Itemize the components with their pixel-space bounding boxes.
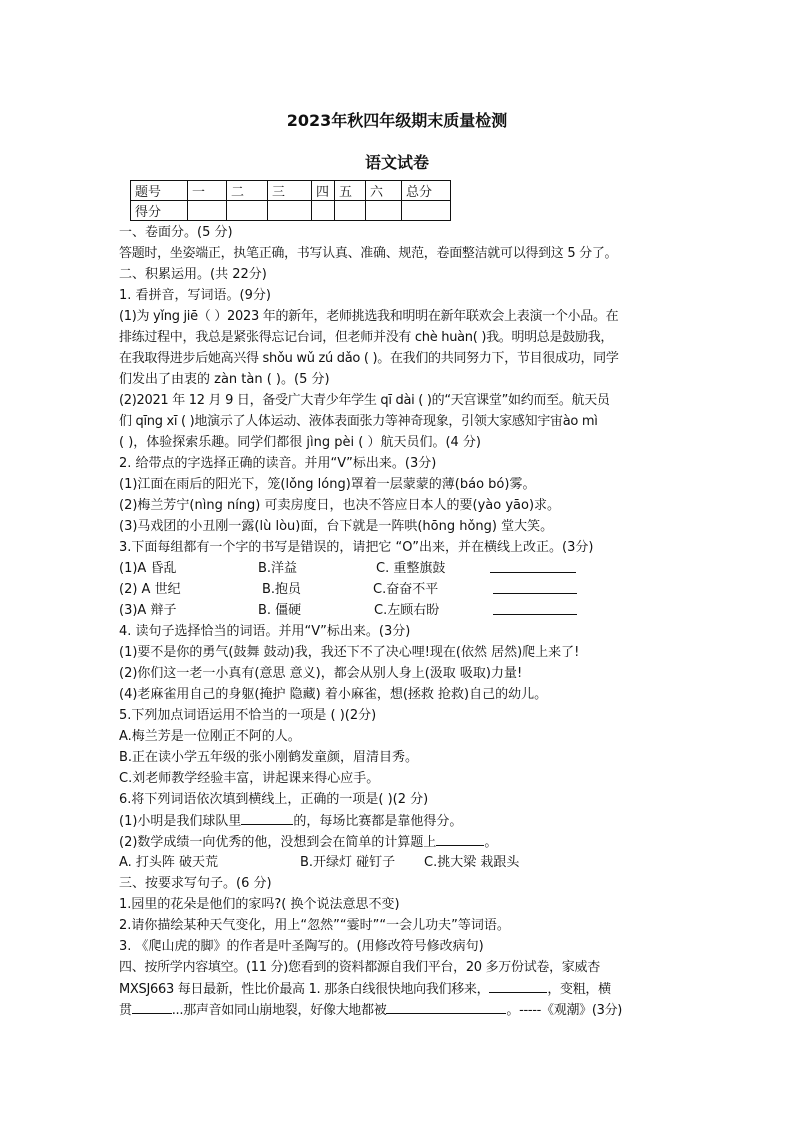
q3-option: (2) A 世纪 xyxy=(119,582,181,597)
score-cell: 一 xyxy=(188,181,227,201)
question-5-option: A.梅兰芳是一位刚正不阿的人。 xyxy=(119,729,301,744)
section-4-line xyxy=(119,1001,679,1020)
writing-item: 2.请你描绘某种天气变化，用上“忽然”“霎时”“一会儿功夫”等词语。 xyxy=(119,918,510,933)
section-2-heading: 二、积累运用。(共 22分) xyxy=(119,267,267,282)
q3-option: (3)A 辩子 xyxy=(119,603,177,618)
question-6-option: A. 打头阵 破天荒 xyxy=(119,855,219,870)
section-4-text: ...那声音如同山崩地裂，好像大地都被 xyxy=(171,1003,387,1018)
score-cell: 题号 xyxy=(131,181,188,201)
question-6-option: C.挑大梁 栽跟头 xyxy=(424,855,520,870)
question-1-paragraph-2-line: (2)2021 年 12 月 9 日，备受广大青少年学生 qī dài ( )的“天宫课堂”如约而至。航天员 xyxy=(119,393,610,408)
score-blank-cell[interactable] xyxy=(366,201,402,221)
question-5-option: C.刘老师教学经验丰富，讲起课来得心应手。 xyxy=(119,771,380,786)
question-4-item: (2)你们这一老一小真有(意思 意义)，都会从别人身上(汲取 吸取)力量! xyxy=(119,666,523,681)
score-table xyxy=(130,180,451,221)
question-1-heading: 1. 看拼音，写词语。(9分) xyxy=(119,288,271,303)
question-6-item-text: 的，每场比赛都是靠他得分。 xyxy=(293,814,463,829)
answer-blank[interactable] xyxy=(489,980,547,993)
question-6-item-text: (1)小明是我们球队里 xyxy=(119,814,242,829)
question-6-item xyxy=(119,833,679,852)
writing-item: 1.园里的花朵是他们的家吗?( 换个说法意思不变) xyxy=(119,897,400,912)
answer-blank[interactable] xyxy=(490,560,576,573)
answer-blank[interactable] xyxy=(386,1001,506,1014)
answer-blank[interactable] xyxy=(493,602,577,615)
q3-option: C.奋奋不平 xyxy=(373,582,439,597)
answer-blank[interactable] xyxy=(241,812,293,825)
question-2-heading: 2. 给带点的字选择正确的读音。并用“V”标出来。(3分) xyxy=(119,456,437,471)
score-table-header-row xyxy=(131,181,451,201)
section-4-text: MXSJ663 每日最新，性比价最高 1. 那条白线很快地向我们移来， xyxy=(119,982,490,997)
q3-option: B.洋益 xyxy=(258,561,298,576)
section-3-heading: 三、按要求写句子。(6 分) xyxy=(119,876,272,891)
question-5-option: B.正在读小学五年级的张小刚鹤发童颜，眉清目秀。 xyxy=(119,750,419,765)
section-1-description: 答题时，坐姿端正，执笔正确，书写认真、准确、规范，卷面整洁就可以得到这 5 分了。 xyxy=(119,246,618,261)
question-6-heading: 6.将下列词语依次填到横线上，正确的一项是( )(2 分) xyxy=(119,792,429,807)
question-3-heading: 3.下面每组都有一个字的书写是错误的，请把它 “O”出来，并在横线上改正。(3分) xyxy=(119,540,594,555)
question-1-paragraph-2-line: ( )，体验探索乐趣。同学们都很 jìng pèi ( ）航天员们。(4 分) xyxy=(119,435,482,450)
score-blank-cell[interactable] xyxy=(312,201,335,221)
score-blank-cell[interactable] xyxy=(402,201,451,221)
question-4-item: (1)要不是你的勇气(鼓舞 鼓动)我，我还下不了决心哩!现在(依然 居然)爬上来了! xyxy=(119,645,580,660)
question-4-heading: 4. 读句子选择恰当的词语。并用“V”标出来。(3分) xyxy=(119,624,411,639)
score-cell: 总分 xyxy=(402,181,451,201)
score-blank-cell[interactable] xyxy=(227,201,268,221)
question-6-item-text: (2)数学成绩一向优秀的他，没想到会在简单的计算题上 xyxy=(119,835,437,850)
score-label-cell: 得分 xyxy=(131,201,188,221)
answer-blank[interactable] xyxy=(132,1001,172,1014)
question-1-paragraph-line: 排练过程中，我总是紧张得忘记台词，但老师并没有 chè huàn( )我。明明总是鼓励我， xyxy=(119,330,614,345)
question-2-item: (1)江面在雨后的阳光下，笼(lǒng lóng)罩着一层蒙蒙的薄(báo bó)雾。 xyxy=(119,477,536,492)
section-4-line xyxy=(119,980,679,999)
q3-option: C.左顾右盼 xyxy=(374,603,440,618)
question-2-item: (2)梅兰芳宁(nìng níng) 可卖房度日，也决不答应日本人的要(yào yāo)求。 xyxy=(119,498,561,513)
score-cell: 二 xyxy=(227,181,268,201)
q3-option: C. 重整旗鼓 xyxy=(376,561,446,576)
question-1-paragraph-2-line: 们 qīng xī ( )地演示了人体运动、液体表面张力等神奇现象，引领大家感知宇宙ào mì xyxy=(119,414,598,429)
score-blank-cell[interactable] xyxy=(268,201,312,221)
score-cell: 五 xyxy=(335,181,366,201)
q3-option: (1)A 昏乱 xyxy=(119,561,177,576)
exam-subtitle: 语文试卷 xyxy=(364,153,429,172)
section-4-text: ，变粗，横 xyxy=(547,982,611,997)
answer-blank[interactable] xyxy=(493,581,577,594)
question-6-item-text: 。 xyxy=(484,835,498,850)
question-2-item: (3)马戏团的小丑刚一露(lù lòu)面，台下就是一阵哄(hōng hǒng) 堂大笑。 xyxy=(119,519,554,534)
section-1-heading: 一、卷面分。(5 分) xyxy=(119,225,233,240)
score-blank-cell[interactable] xyxy=(188,201,227,221)
score-table-score-row xyxy=(131,201,451,221)
question-1-paragraph-line: 在我取得进步后她高兴得 shǒu wǔ zú dǎo ( )。在我们的共同努力下，节目很成功，同学 xyxy=(119,351,619,366)
question-5-heading: 5.下列加点词语运用不恰当的一项是 ( )(2分) xyxy=(119,708,377,723)
score-cell: 六 xyxy=(366,181,402,201)
score-cell: 四 xyxy=(312,181,335,201)
writing-item: 3. 《爬山虎的脚》的作者是叶圣陶写的。(用修改符号修改病句) xyxy=(119,939,484,954)
exam-title: 2023年秋四年级期末质量检测 xyxy=(286,111,508,130)
q3-option: B. 僵硬 xyxy=(258,603,302,618)
answer-blank[interactable] xyxy=(436,833,484,846)
question-1-paragraph-line: 们发出了由衷的 zàn tàn ( )。(5 分) xyxy=(119,372,330,387)
question-1-paragraph-line: (1)为 yǐng jiē（ ）2023 年的新年，老师挑选我和明明在新年联欢会上表演一个小品。在 xyxy=(119,309,619,324)
section-4-text: 。-----《观潮》(3分) xyxy=(506,1003,623,1018)
section-4-text: 贯 xyxy=(119,1003,132,1018)
question-6-option: B.开绿灯 碰钉子 xyxy=(300,855,396,870)
score-cell: 三 xyxy=(268,181,312,201)
section-4-heading: 四、按所学内容填空。(11 分)您看到的资料都源自我们平台，20 多万份试卷，家威杏 xyxy=(119,960,600,975)
question-6-item xyxy=(119,812,679,831)
score-blank-cell[interactable] xyxy=(335,201,366,221)
q3-option: B.抱员 xyxy=(262,582,302,597)
question-4-item: (4)老麻雀用自己的身躯(掩护 隐藏) 着小麻雀，想(拯救 抢救)自己的幼儿。 xyxy=(119,687,548,702)
